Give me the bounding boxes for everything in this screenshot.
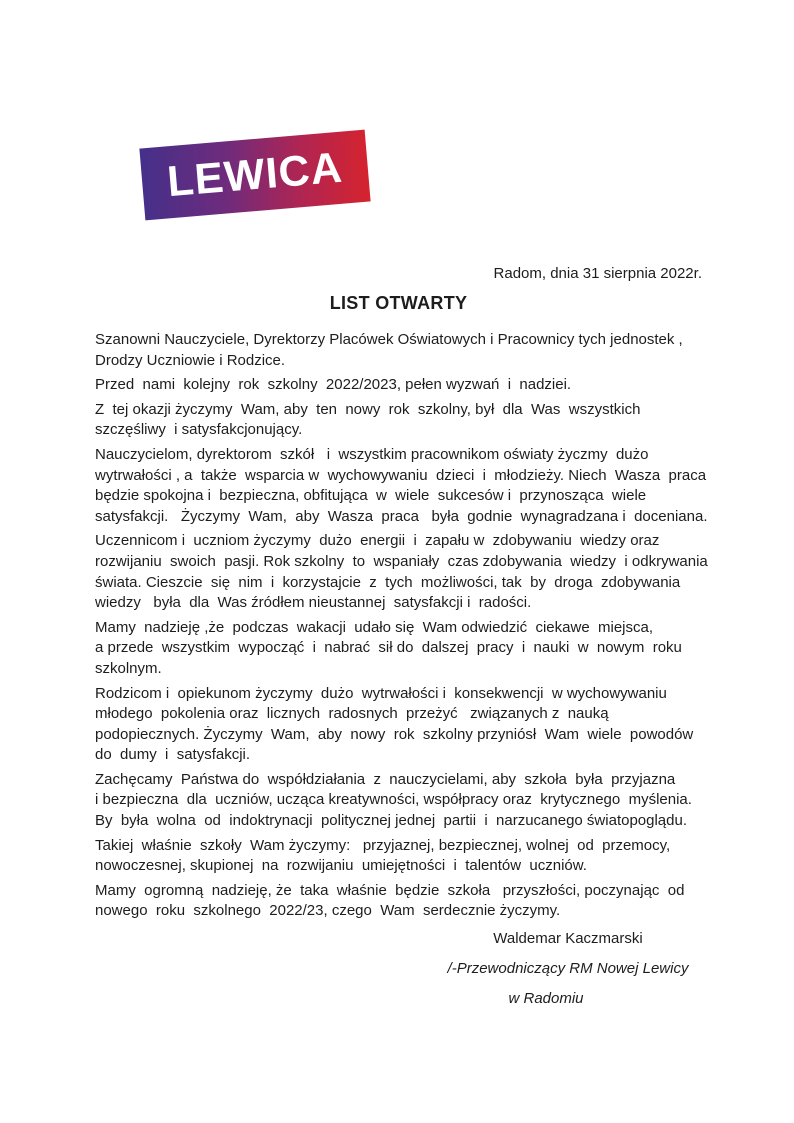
text-line: Mamy ogromną nadzieję, że taka właśnie będzie szkoła przyszłości, poczynając od	[95, 881, 685, 899]
text-line: podopiecznych. Życzymy Wam, aby nowy rok szkolny przyniósł Wam wiele powodów	[95, 725, 694, 743]
text-line: Z tej okazji życzymy Wam, aby ten nowy rok szkolny, był dla Was wszystkich	[95, 400, 641, 418]
text-line: nowoczesnej, skupionej na rozwijaniu umiejętności i talentów uczniów.	[95, 857, 587, 875]
text-line: Zachęcamy Państwa do współdziałania z nauczycielami, aby szkoła była przyjazna	[95, 770, 676, 788]
text-line: szkolnym.	[95, 659, 162, 677]
paragraph	[95, 400, 720, 441]
text-line: Uczennicom i uczniom życzymy dużo energii i zapału w zdobywaniu wiedzy oraz	[95, 532, 660, 550]
letter-body	[95, 330, 720, 926]
text-line: do dumy i satysfakcji.	[95, 746, 251, 764]
paragraph	[95, 445, 720, 527]
paragraph	[95, 684, 720, 766]
text-line: rozwijaniu swoich pasji. Rok szkolny to wspaniały czas zdobywania wiedzy i odkrywania	[95, 552, 708, 570]
lewica-logo	[139, 130, 370, 221]
text-line: Drodzy Uczniowie i Rodzice.	[95, 351, 286, 369]
text-line: i bezpieczna dla uczniów, ucząca kreatywności, współpracy oraz krytycznego myślenia.	[95, 791, 692, 809]
text-line: Mamy nadzieję ,że podczas wakacji udało się Wam odwiedzić ciekawe miejsca,	[95, 618, 654, 636]
signature-place: w Radomiu	[508, 990, 584, 1007]
paragraph	[95, 770, 720, 832]
text-line: Szanowni Nauczyciele, Dyrektorzy Placówek Oświatowych i Pracownicy tych jednostek ,	[95, 331, 683, 348]
signature-name: Waldemar Kaczmarski	[493, 930, 643, 947]
text-line: nowego roku szkolnego 2022/23, czego Wam serdecznie życzymy.	[95, 902, 561, 920]
text-line: a przede wszystkim wypocząć i nabrać sił do dalszej pracy i nauki w nowym roku	[95, 639, 682, 657]
paragraph	[95, 836, 720, 877]
text-line: Takiej właśnie szkoły Wam życzymy: przyjaznej, bezpiecznej, wolnej od przemocy,	[95, 836, 671, 854]
paragraph	[95, 618, 720, 680]
text-line: By była wolna od indoktrynacji politycznej jednej partii i narzucanego światopoglądu.	[95, 812, 688, 830]
text-line: Rodzicom i opiekunom życzymy dużo wytrwałości i konsekwencji w wychowywaniu	[95, 684, 667, 702]
signature-role: /-Przewodniczący RM Nowej Lewicy	[447, 960, 689, 977]
paragraph	[95, 531, 720, 613]
text-line: wytrwałości , a także wsparcia w wychowywaniu dzieci i młodzieży. Niech Wasza praca	[95, 466, 707, 484]
paragraph	[95, 881, 720, 922]
text-line: Nauczycielom, dyrektorom szkół i wszystkim pracownikom oświaty życzmy dużo	[95, 445, 649, 463]
letter-title: LIST OTWARTY	[329, 293, 468, 313]
signature-block	[432, 928, 704, 1018]
text-line: młodego pokolenia oraz licznych radosnych przeżyć związanych z nauką	[95, 705, 609, 723]
text-line: wiedzy była dla Was źródłem nieustannej satysfakcji i radości.	[95, 594, 532, 612]
text-line: świata. Cieszcie się nim i korzystajcie z tych możliwości, tak by droga zdobywania	[95, 573, 681, 591]
paragraph	[95, 375, 720, 396]
dateline: Radom, dnia 31 sierpnia 2022r.	[493, 265, 702, 282]
text-line: szczęśliwy i satysfakcjonujący.	[95, 421, 303, 439]
lewica-logo-text: LEWICA	[165, 143, 345, 206]
text-line: będzie spokojna i bezpieczna, obfitująca w wiele sukcesów i przynosząca wiele	[95, 487, 647, 505]
paragraph	[95, 330, 720, 371]
text-line: satysfakcji. Życzymy Wam, aby Wasza praca była godnie wynagradzana i doceniana.	[95, 507, 708, 525]
text-line: Przed nami kolejny rok szkolny 2022/2023, pełen wyzwań i nadziei.	[95, 376, 572, 394]
